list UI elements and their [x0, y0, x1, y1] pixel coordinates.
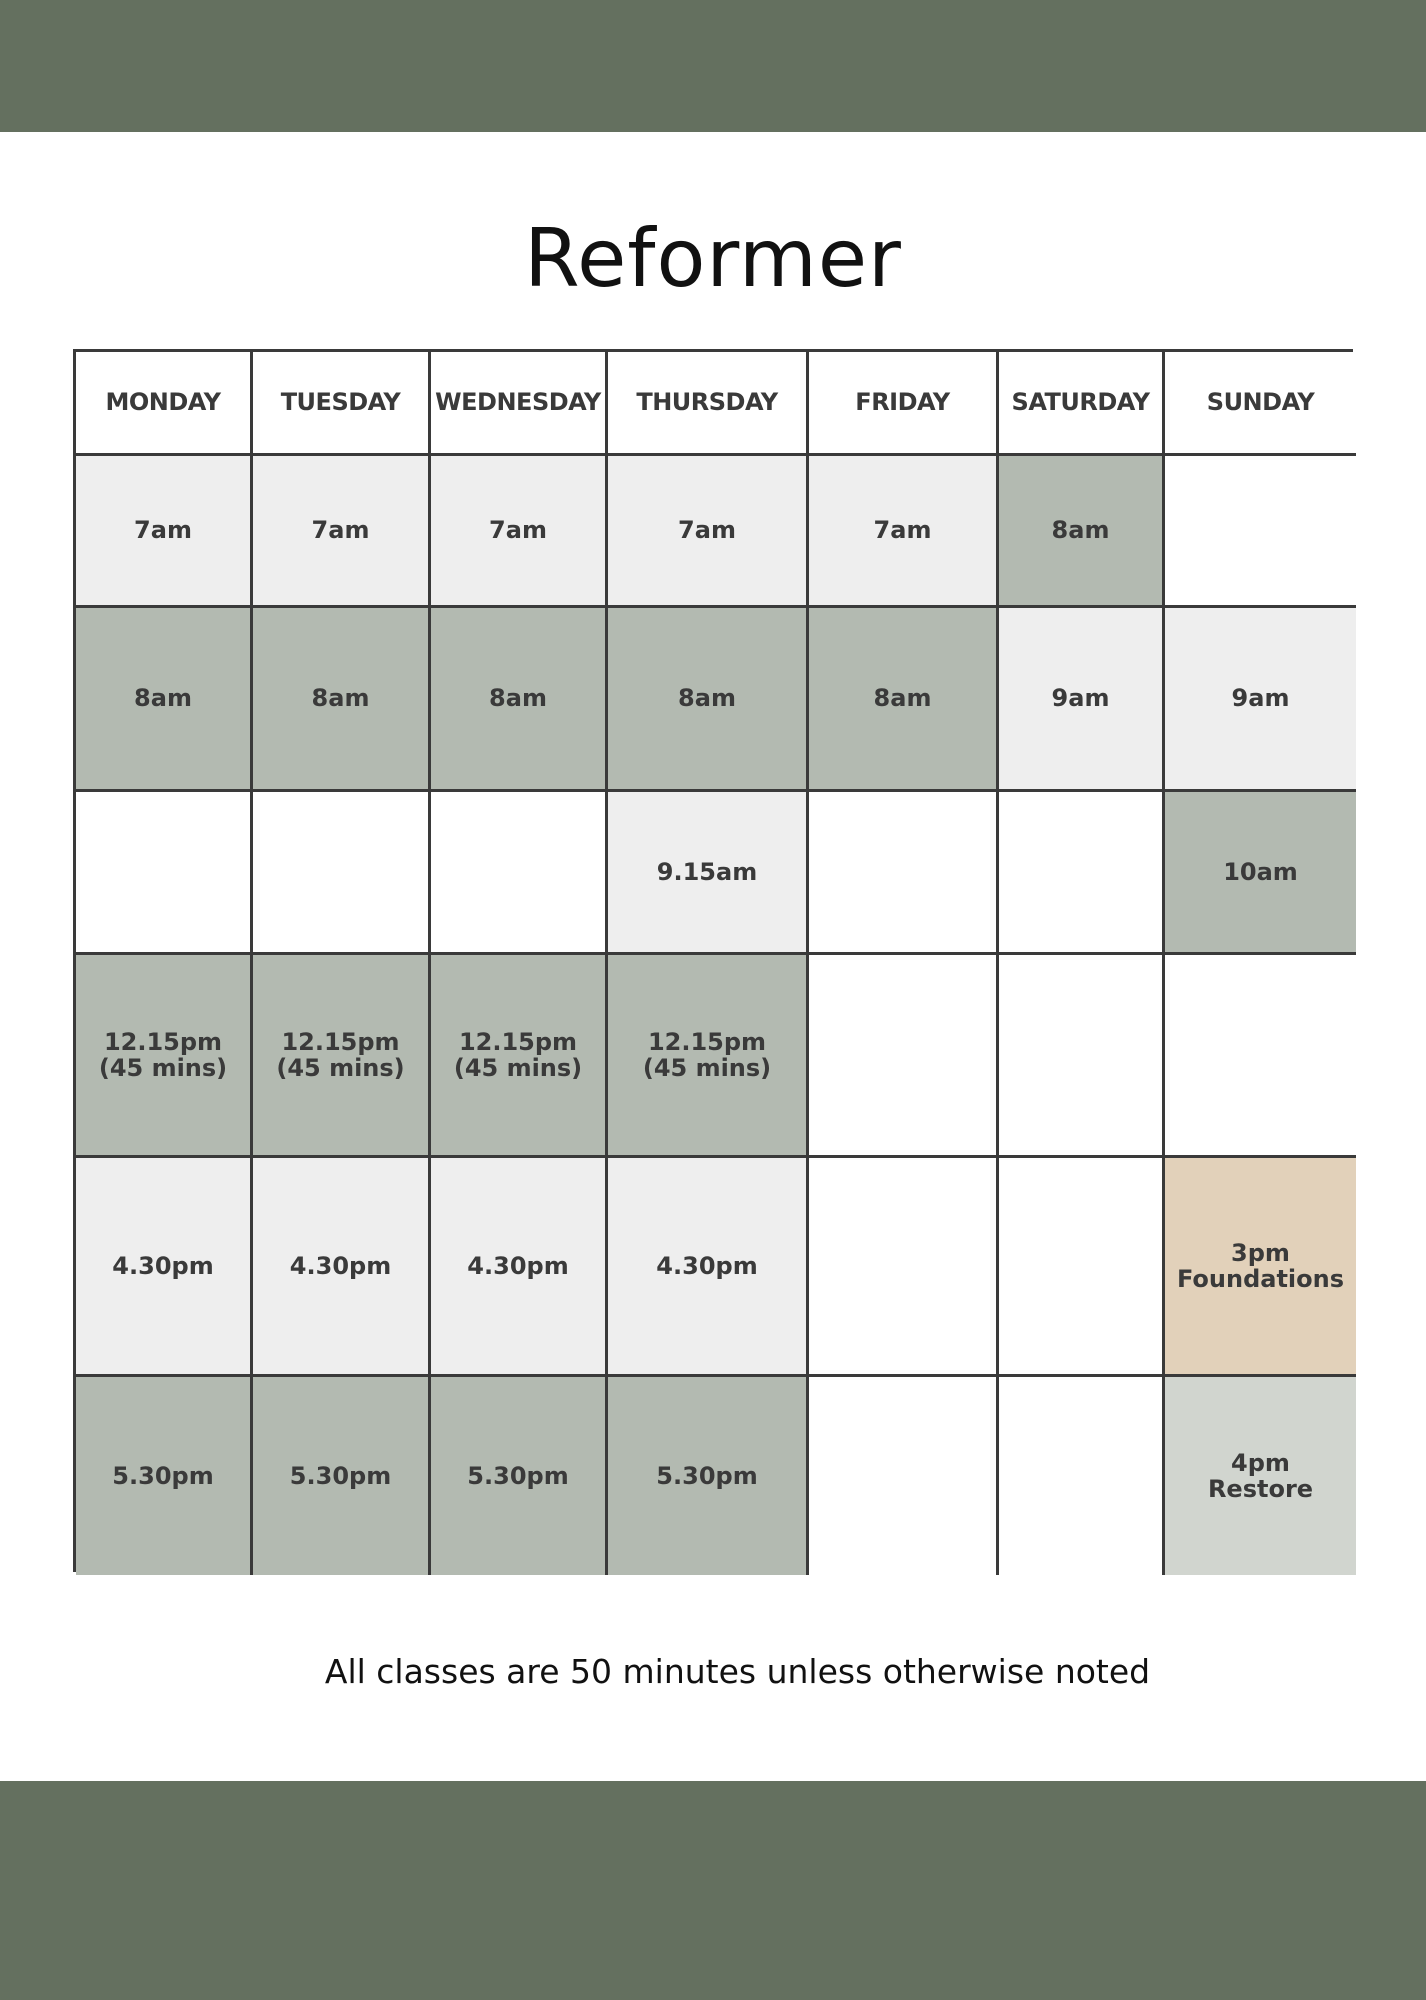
class-slot: 9am [1165, 608, 1356, 792]
class-slot: 7am [431, 456, 608, 608]
class-slot: 9.15am [608, 792, 809, 955]
footer-note: All classes are 50 minutes unless otherwise noted [324, 1652, 1151, 1691]
class-slot: 7am [76, 456, 253, 608]
class-slot: 8am [253, 608, 431, 792]
class-slot: 8am [431, 608, 608, 792]
empty-slot [809, 955, 999, 1158]
class-slot: 10am [1165, 792, 1356, 955]
class-slot: 7am [608, 456, 809, 608]
class-slot: 12.15pm (45 mins) [76, 955, 253, 1158]
class-slot: 5.30pm [431, 1377, 608, 1575]
schedule-table [73, 349, 1353, 1572]
bottom-band [0, 1781, 1426, 2000]
day-header-tuesday: TUESDAY [253, 352, 431, 456]
class-slot: 5.30pm [608, 1377, 809, 1575]
class-slot: 7am [809, 456, 999, 608]
class-slot: 4.30pm [431, 1158, 608, 1377]
empty-slot [809, 792, 999, 955]
class-slot: 4.30pm [608, 1158, 809, 1377]
class-slot: 7am [253, 456, 431, 608]
page-title: Reformer [524, 212, 902, 305]
empty-slot [76, 792, 253, 955]
class-slot: 3pm Foundations [1165, 1158, 1356, 1377]
day-header-sunday: SUNDAY [1165, 352, 1356, 456]
class-slot: 5.30pm [253, 1377, 431, 1575]
empty-slot [999, 955, 1165, 1158]
class-slot: 8am [76, 608, 253, 792]
class-slot: 8am [608, 608, 809, 792]
empty-slot [999, 1377, 1165, 1575]
empty-slot [431, 792, 608, 955]
class-slot: 8am [999, 456, 1165, 608]
day-header-wednesday: WEDNESDAY [431, 352, 608, 456]
day-header-monday: MONDAY [76, 352, 253, 456]
class-slot: 4pm Restore [1165, 1377, 1356, 1575]
top-band [0, 0, 1426, 132]
empty-slot [999, 1158, 1165, 1377]
empty-slot [999, 792, 1165, 955]
empty-slot [809, 1377, 999, 1575]
empty-slot [809, 1158, 999, 1377]
class-slot: 8am [809, 608, 999, 792]
empty-slot [1165, 955, 1356, 1158]
class-slot: 4.30pm [76, 1158, 253, 1377]
empty-slot [1165, 456, 1356, 608]
class-slot: 9am [999, 608, 1165, 792]
empty-slot [253, 792, 431, 955]
day-header-saturday: SATURDAY [999, 352, 1165, 456]
class-slot: 5.30pm [76, 1377, 253, 1575]
class-slot: 12.15pm (45 mins) [431, 955, 608, 1158]
day-header-thursday: THURSDAY [608, 352, 809, 456]
class-slot: 4.30pm [253, 1158, 431, 1377]
day-header-friday: FRIDAY [809, 352, 999, 456]
class-slot: 12.15pm (45 mins) [253, 955, 431, 1158]
class-slot: 12.15pm (45 mins) [608, 955, 809, 1158]
